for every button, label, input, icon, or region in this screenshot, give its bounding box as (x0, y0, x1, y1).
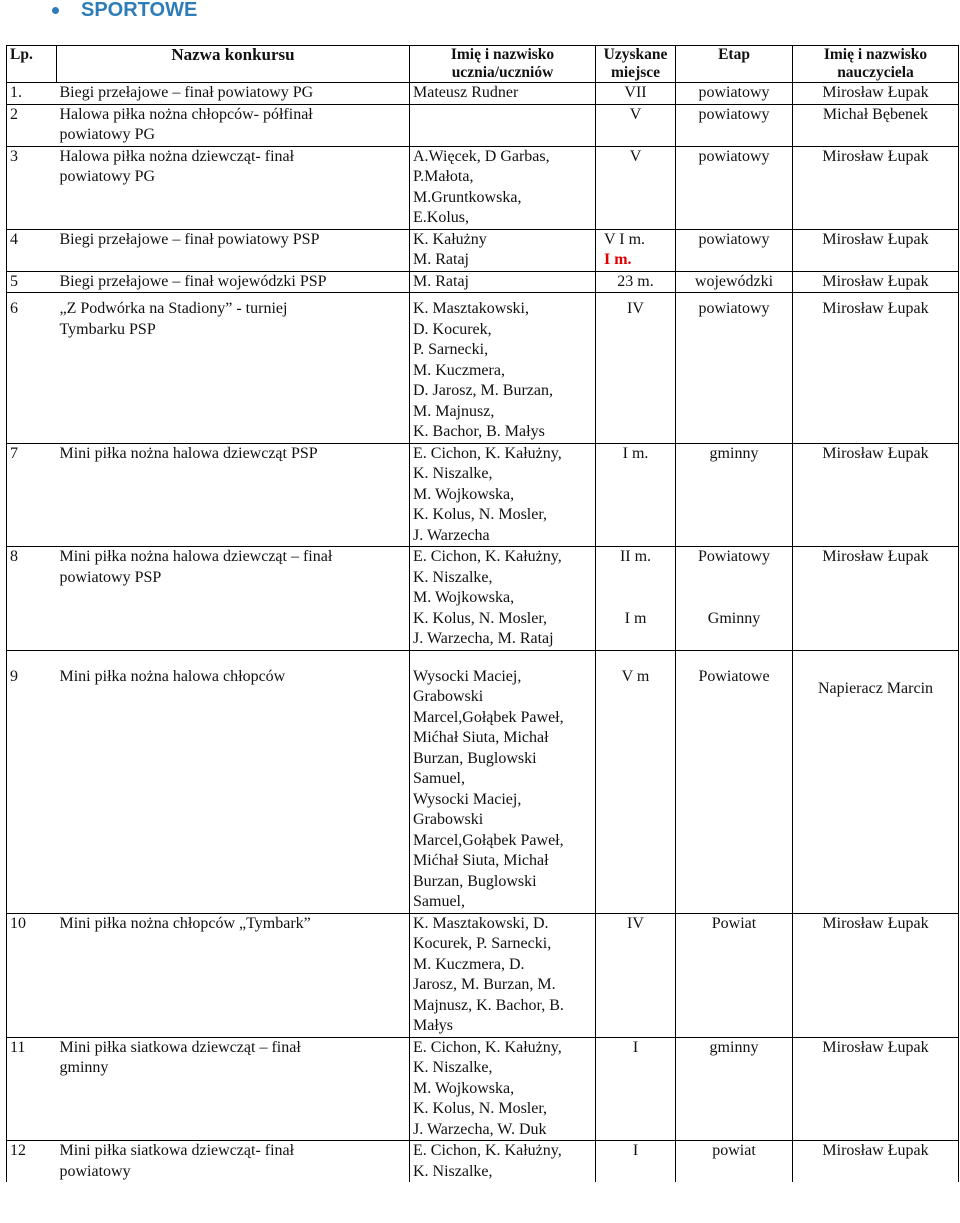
row-place: IV (596, 293, 676, 444)
table-row (7, 913, 959, 1037)
table-header-row (7, 46, 959, 83)
row-stage: Powiat (676, 913, 793, 1037)
competitions-table (6, 45, 959, 1182)
row-name: Mini piłka siatkowa dziewcząt – finał gminny (57, 1037, 410, 1141)
row-name: Biegi przełajowe – finał powiatowy PSP (57, 229, 410, 271)
row-teacher: Michał Bębenek (793, 104, 959, 146)
row-name: Mini piłka nożna halowa dziewcząt PSP (57, 443, 410, 547)
row-stage: Powiatowe (676, 650, 793, 913)
table-row (7, 271, 959, 293)
row-students: K. Masztakowski, D. Kocurek, P. Sarnecki, M. Kuczmera, D. Jarosz, M. Burzan, M. Majnusz, K. Bachor, B. Małys (410, 913, 596, 1037)
row-teacher: Mirosław Łupak (793, 293, 959, 444)
row-teacher: Mirosław Łupak (793, 913, 959, 1037)
row-stage: powiatowy (676, 146, 793, 229)
table-row (7, 547, 959, 651)
row-students: M. Rataj (410, 271, 596, 293)
row-lp: 7 (7, 443, 57, 547)
col-header-teacher: Imię i nazwisko nauczyciela (793, 46, 959, 83)
row-teacher: Mirosław Łupak (793, 1037, 959, 1141)
row-place: VII (596, 83, 676, 105)
table-row (7, 229, 959, 271)
row-place-highlight: I m. (604, 251, 632, 268)
row-name: Biegi przełajowe – finał powiatowy PG (57, 83, 410, 105)
col-header-name: Nazwa konkursu (57, 46, 410, 83)
row-students: Wysocki Maciej, Grabowski Marcel,Gołąbek Paweł, Mićhał Siuta, Michał Burzan, Buglowski Samuel, Wysocki Maciej, Grabowski Marcel,Gołąbek Paweł, Mićhał Siuta, Michał Burzan, Buglowski Samuel, (410, 650, 596, 913)
row-place: V m (596, 650, 676, 913)
row-stage: powiatowy (676, 104, 793, 146)
row-students: E. Cichon, K. Kałużny, K. Niszalke, M. Wojkowska, K. Kolus, N. Mosler, J. Warzecha (410, 443, 596, 547)
row-place-value: V I m. (604, 230, 646, 248)
row-students (410, 104, 596, 146)
row-teacher: Napieracz Marcin (793, 650, 959, 913)
row-lp: 11 (7, 1037, 57, 1141)
row-students: Mateusz Rudner (410, 83, 596, 105)
row-place: V (596, 146, 676, 229)
row-lp: 3 (7, 146, 57, 229)
row-lp: 1. (7, 83, 57, 105)
col-header-lp: Lp. (7, 46, 57, 83)
row-teacher: Mirosław Łupak (793, 229, 959, 271)
row-place: V (596, 104, 676, 146)
row-stage: wojewódzki (676, 271, 793, 293)
row-lp: 8 (7, 547, 57, 651)
row-lp: 4 (7, 229, 57, 271)
row-name: „Z Podwórka na Stadiony” - turniej Tymbarku PSP (57, 293, 410, 444)
row-teacher: Mirosław Łupak (793, 443, 959, 547)
col-header-place: Uzyskane miejsce (596, 46, 676, 83)
row-stage: powiatowy (676, 83, 793, 105)
row-lp: 2 (7, 104, 57, 146)
table-row (7, 1037, 959, 1141)
row-name: Mini piłka siatkowa dziewcząt- finał powiatowy (57, 1141, 410, 1183)
col-header-student: Imię i nazwisko ucznia/uczniów (410, 46, 596, 83)
row-stage: powiatowy (676, 293, 793, 444)
row-name: Mini piłka nożna halowa chłopców (57, 650, 410, 913)
row-stage: Powiatowy Gminny (676, 547, 793, 651)
row-teacher: Mirosław Łupak (793, 547, 959, 651)
row-teacher: Mirosław Łupak (793, 83, 959, 105)
bullet-icon (52, 7, 59, 14)
row-students: E. Cichon, K. Kałużny, K. Niszalke, (410, 1141, 596, 1183)
col-header-stage: Etap (676, 46, 793, 83)
section-heading-text: SPORTOWE (81, 0, 198, 21)
row-place: I (596, 1037, 676, 1141)
row-lp: 6 (7, 293, 57, 444)
row-teacher: Mirosław Łupak (793, 146, 959, 229)
row-students: A.Więcek, D Garbas, P.Małota, M.Gruntkowska, E.Kolus, (410, 146, 596, 229)
row-place: IV (596, 913, 676, 1037)
row-name: Halowa piłka nożna chłopców- półfinał powiatowy PG (57, 104, 410, 146)
row-students: E. Cichon, K. Kałużny, K. Niszalke, M. Wojkowska, K. Kolus, N. Mosler, J. Warzecha, M. Rataj (410, 547, 596, 651)
table-row (7, 104, 959, 146)
row-lp: 10 (7, 913, 57, 1037)
row-students: E. Cichon, K. Kałużny, K. Niszalke, M. Wojkowska, K. Kolus, N. Mosler, J. Warzecha, W. Duk (410, 1037, 596, 1141)
row-teacher: Mirosław Łupak (793, 1141, 959, 1183)
row-place: I m. (596, 443, 676, 547)
table-row (7, 293, 959, 444)
row-place: I (596, 1141, 676, 1183)
row-stage: gminny (676, 443, 793, 547)
row-students: K. Masztakowski, D. Kocurek, P. Sarnecki, M. Kuczmera, D. Jarosz, M. Burzan, M. Majnusz, K. Bachor, B. Małys (410, 293, 596, 444)
row-lp: 9 (7, 650, 57, 913)
row-stage: gminny (676, 1037, 793, 1141)
row-teacher: Mirosław Łupak (793, 271, 959, 293)
row-stage: powiatowy (676, 229, 793, 271)
row-name: Mini piłka nożna chłopców „Tymbark” (57, 913, 410, 1037)
row-place (596, 229, 676, 271)
table-row (7, 146, 959, 229)
row-lp: 5 (7, 271, 57, 293)
table-row (7, 443, 959, 547)
row-lp: 12 (7, 1141, 57, 1183)
section-heading (52, 0, 197, 22)
row-place: 23 m. (596, 271, 676, 293)
table-row (7, 1141, 959, 1183)
table-row (7, 83, 959, 105)
row-name: Biegi przełajowe – finał wojewódzki PSP (57, 271, 410, 293)
row-place: II m. I m (596, 547, 676, 651)
row-stage: powiat (676, 1141, 793, 1183)
row-name: Mini piłka nożna halowa dziewcząt – finał powiatowy PSP (57, 547, 410, 651)
row-name: Halowa piłka nożna dziewcząt- finał powiatowy PG (57, 146, 410, 229)
table-row (7, 650, 959, 913)
row-students: K. Kałużny M. Rataj (410, 229, 596, 271)
